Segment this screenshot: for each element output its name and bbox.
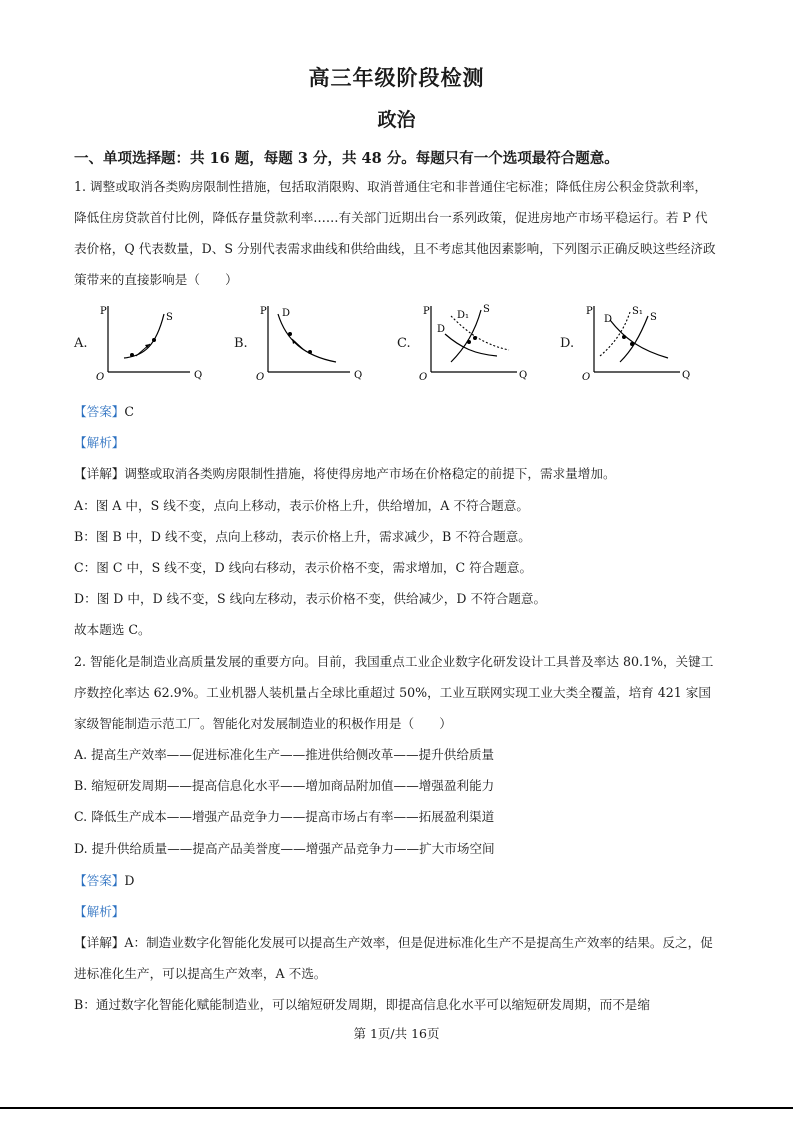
svg-text:O: O <box>419 372 428 383</box>
q2-answer: 【答案】D <box>74 873 135 888</box>
page-title: 高三年级阶段检测 <box>308 65 485 90</box>
svg-text:Q: Q <box>682 370 691 381</box>
svg-text:Q: Q <box>354 370 363 381</box>
svg-text:D: D <box>604 314 613 325</box>
svg-text:O: O <box>582 372 591 383</box>
option-d-label: D. <box>560 336 575 351</box>
q2-option-c: C. 降低生产成本——增强产品竞争力——提高市场占有率——拓展盈利渠道 <box>74 809 495 824</box>
svg-text:S: S <box>483 304 490 315</box>
q1-line-a: A：图 A 中，S 线不变，点向上移动，表示价格上升，供给增加，A 不符合题意。 <box>74 498 529 513</box>
svg-text:D: D <box>437 324 446 335</box>
q2-detail: 【详解】A：制造业数字化智能化发展可以提高生产效率，但是促进标准化生产不是提高生产效率的结果。反之，促进标准化生产，可以提高生产效率，A 不选。 <box>74 935 713 981</box>
graph-c <box>417 300 532 388</box>
label-d: D <box>282 308 291 319</box>
q1-figures <box>74 300 724 392</box>
axis-q: Q <box>194 370 203 381</box>
origin: O <box>96 372 105 383</box>
graph-b <box>254 300 364 388</box>
q1-detail: 【详解】调整或取消各类购房限制性措施，将使得房地产市场在价格稳定的前提下，需求量增加。 <box>74 466 616 481</box>
q1-analysis: 【解析】 <box>74 435 125 450</box>
q1-line-d: D：图 D 中，D 线不变，S 线向左移动，表示价格不变，供给减少，D 不符合题意。 <box>74 591 547 606</box>
q1-line-b: B：图 B 中，D 线不变，点向上移动，表示价格上升，需求减少，B 不符合题意。 <box>74 529 531 544</box>
section-heading: 一、单项选择题：共 16 题，每题 3 分，共 48 分。每题只有一个选项最符合题意。 <box>74 150 619 167</box>
q2-line-b: B：通过数字化智能化赋能制造业，可以缩短研发周期，即提高信息化水平可以缩短研发周期，而不是缩 <box>74 997 650 1012</box>
graph-d <box>580 300 695 388</box>
axis-p: P <box>100 306 107 317</box>
q1-conclusion: 故本题选 C。 <box>74 622 151 637</box>
q2-analysis: 【解析】 <box>74 904 125 919</box>
q1-answer: 【答案】C <box>74 404 135 419</box>
demand-curve <box>278 314 336 362</box>
q2-stem: 2. 智能化是制造业高质量发展的重要方向。目前，我国重点工业企业数字化研发设计工具普及率达 80.1%，关键工序数控化率达 62.9%。工业机器人装机量占全球比重超过 50%，工业互联网实现工业大类全覆盖，培育 421 家国家级智能制造示范工厂。智能化对发展制造业的积极作用是（ ） <box>74 654 714 731</box>
svg-text:P: P <box>586 306 593 317</box>
point <box>130 353 134 357</box>
q2-option-b: B. 缩短研发周期——提高信息化水平——增加商品附加值——增强盈利能力 <box>74 778 495 793</box>
svg-text:S: S <box>650 312 657 323</box>
svg-text:O: O <box>256 372 265 383</box>
subject-title: 政治 <box>377 109 416 131</box>
option-a-label: A. <box>74 336 88 351</box>
svg-text:D₁: D₁ <box>457 310 470 321</box>
point <box>152 338 156 342</box>
page-footer: 第 1页/共 16页 <box>353 1026 440 1041</box>
q1-stem: 1. 调整或取消各类购房限制性措施，包括取消限购、取消普通住宅和非普通住宅标准；降低住房公积金贷款利率，降低住房贷款首付比例，降低存量贷款利率……有关部门近期出台一系列政策，促进房地产市场平稳运行。若 P 代表价格，Q 代表数量，D、S 分别代表需求曲线和供给曲线，且不考虑其他因素影响，下列图示正确反映这些经济政策带来的直接影响是（ ） <box>74 179 716 287</box>
svg-text:Q: Q <box>519 370 528 381</box>
q2-option-a: A. 提高生产效率——促进标准化生产——推进供给侧改革——提升供给质量 <box>74 747 495 762</box>
svg-text:P: P <box>260 306 267 317</box>
bottom-rule <box>0 1107 793 1109</box>
option-b-label: B. <box>234 336 248 351</box>
supply-curve <box>124 314 164 358</box>
svg-text:P: P <box>423 306 430 317</box>
option-c-label: C. <box>397 336 411 351</box>
svg-text:S₁: S₁ <box>632 306 643 317</box>
q2-option-d: D. 提升供给质量——提高产品美誉度——增强产品竞争力——扩大市场空间 <box>74 841 495 856</box>
label-s: S <box>166 312 173 323</box>
graph-a <box>94 300 204 388</box>
q1-line-c: C：图 C 中，S 线不变，D 线向右移动，表示价格不变，需求增加，C 符合题意。 <box>74 560 533 575</box>
